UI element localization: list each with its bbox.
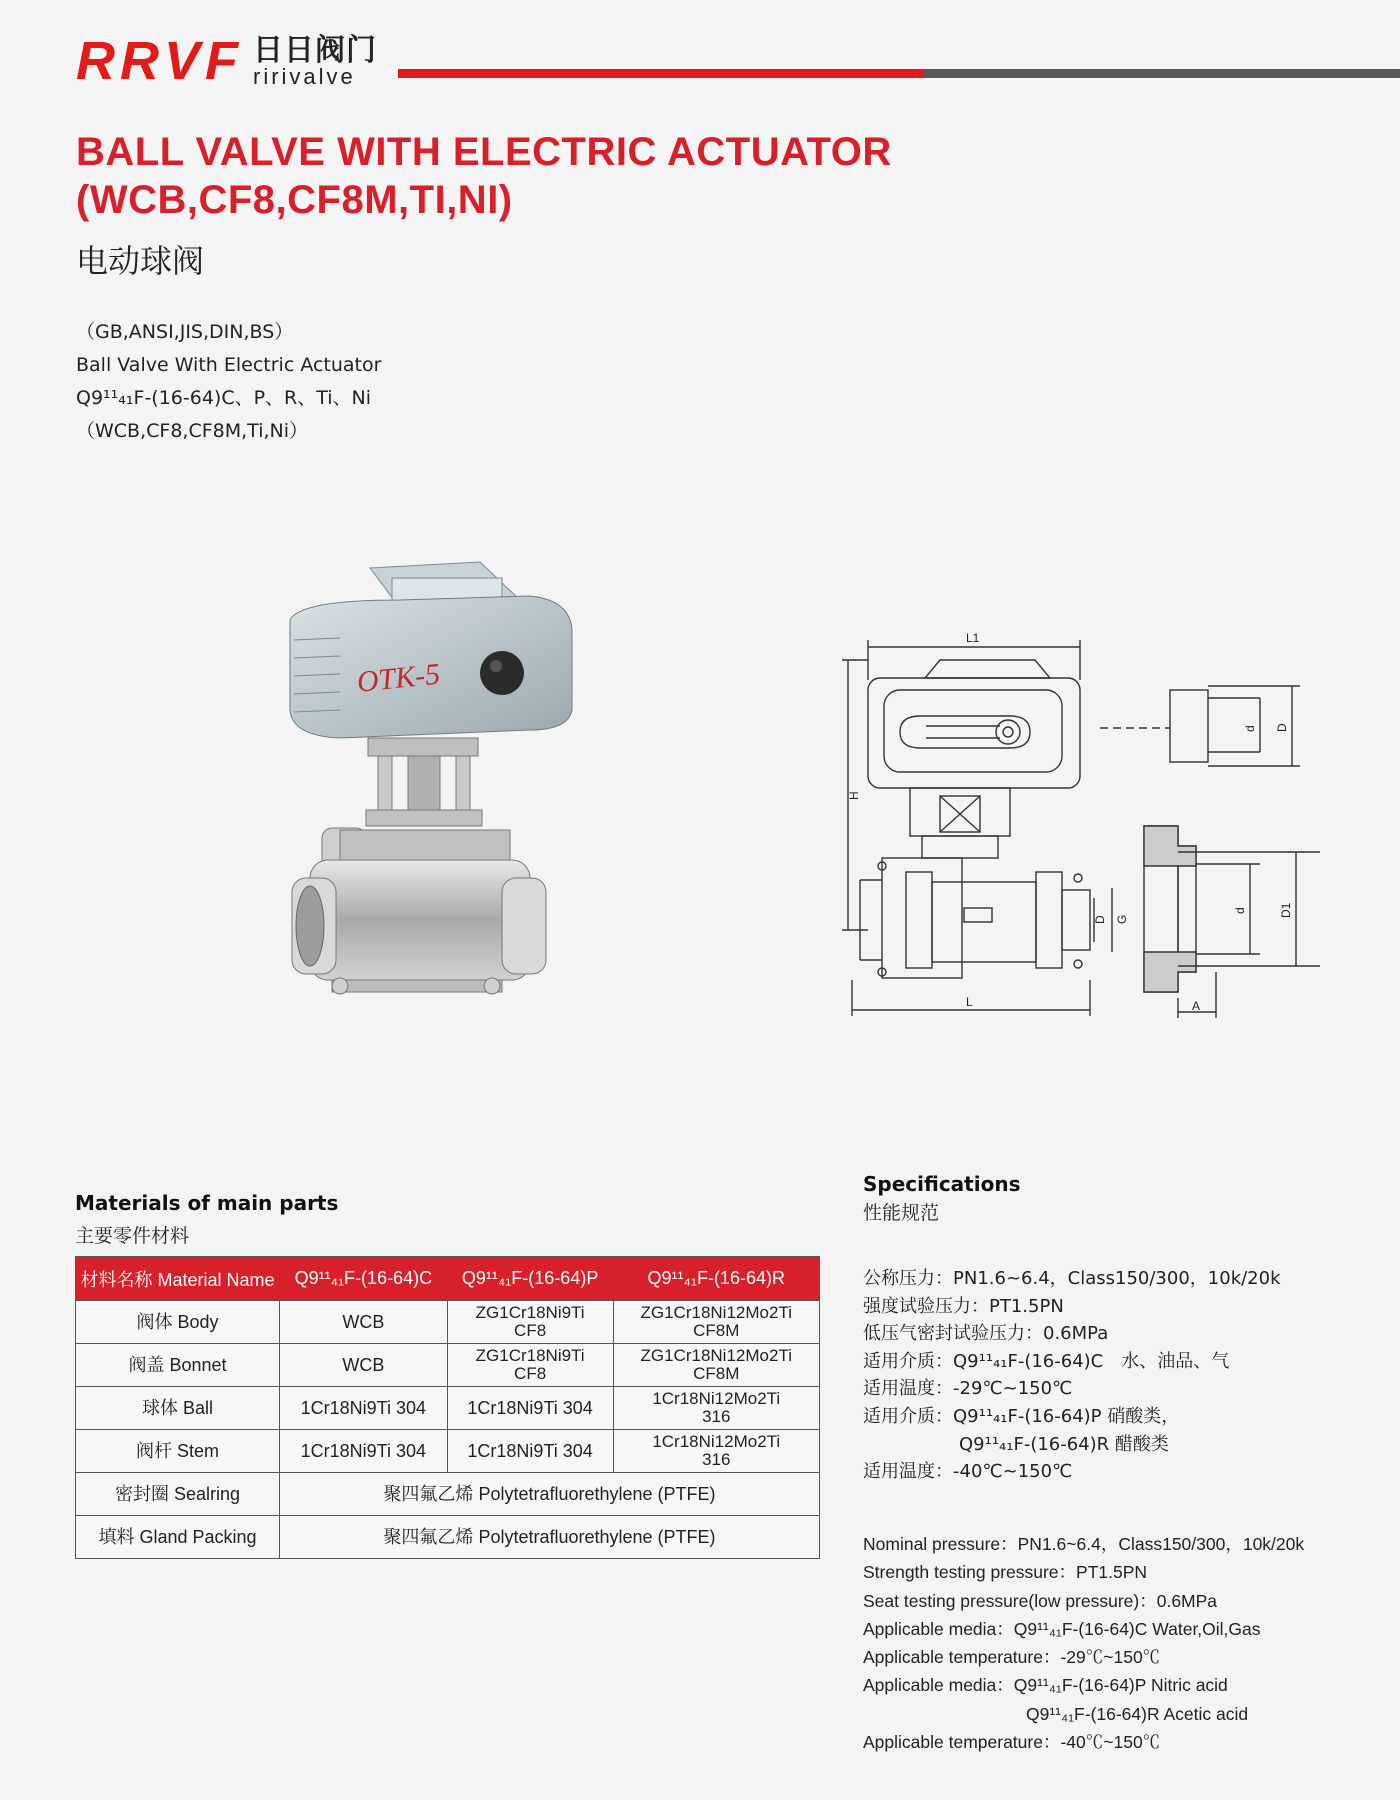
dim-label-l: L	[966, 995, 973, 1009]
page-title-cn: 电动球阀	[76, 242, 205, 280]
brand-name-en: ririvalve	[253, 64, 356, 89]
materials-heading-cn: 主要零件材料	[75, 1225, 190, 1247]
table-cell: WCB	[279, 1344, 447, 1387]
table-cell: ZG1Cr18Ni12Mo2Ti CF8M	[613, 1301, 820, 1344]
spec-line: Seat testing pressure(low pressure)：0.6MPa	[863, 1590, 1218, 1611]
table-cell: 1Cr18Ni12Mo2Ti 316	[613, 1430, 820, 1473]
spec-line: Nominal pressure：PN1.6~6.4，Class150/300，10k/20k	[863, 1534, 1305, 1554]
table-cell: 阀盖 Bonnet	[76, 1344, 280, 1387]
table-row	[76, 1473, 820, 1516]
spec-line: Applicable media：Q9¹¹₄₁F-(16-64)P Nitric acid	[863, 1675, 1228, 1696]
spec-line: Strength testing pressure：PT1.5PN	[863, 1562, 1148, 1583]
table-header: Q9¹¹₄₁F-(16-64)C	[279, 1257, 447, 1301]
dim-label-l1: L1	[966, 631, 980, 645]
spec-line: 适用温度：-29℃~150℃	[863, 1378, 1073, 1400]
table-cell: ZG1Cr18Ni9Ti CF8	[447, 1301, 613, 1344]
table-cell: 1Cr18Ni9Ti 304	[447, 1387, 613, 1430]
logo-mark: RRVF	[76, 31, 243, 91]
materials-heading-en: Materials of main parts	[75, 1191, 339, 1215]
dim-label-socket-big-d: D	[1275, 723, 1289, 732]
table-cell: 球体 Ball	[76, 1387, 280, 1430]
specs-heading-cn: 性能规范	[863, 1202, 940, 1224]
table-cell: ZG1Cr18Ni12Mo2Ti CF8M	[613, 1344, 820, 1387]
specs-heading	[863, 1172, 1020, 1225]
table-header: Q9¹¹₄₁F-(16-64)P	[447, 1257, 613, 1301]
dim-label-h: H	[847, 791, 861, 800]
spec-line: Applicable temperature：-29℃~150℃	[863, 1647, 1161, 1668]
dim-label-body-d: D	[1093, 915, 1107, 924]
dim-label-a: A	[1192, 999, 1201, 1013]
table-row	[76, 1387, 820, 1430]
standards-text: （GB,ANSI,JIS,DIN,BS）	[76, 321, 294, 343]
page-title	[76, 128, 892, 224]
materials-text: （WCB,CF8,CF8M,Ti,Ni）	[76, 420, 308, 442]
table-cell: 1Cr18Ni9Ti 304	[279, 1430, 447, 1473]
title-line-2: (WCB,CF8,CF8M,TI,NI)	[76, 178, 513, 222]
spec-line: 低压气密封试验压力：0.6MPa	[863, 1323, 1109, 1345]
spec-line: Applicable temperature：-40℃~150℃	[863, 1732, 1161, 1753]
spec-line: Q9¹¹₄₁F-(16-64)R Acetic acid	[1026, 1703, 1249, 1724]
table-cell: 1Cr18Ni9Ti 304	[447, 1430, 613, 1473]
specs-cn-list	[863, 1265, 1281, 1486]
table-header: Q9¹¹₄₁F-(16-64)R	[613, 1257, 820, 1301]
dim-label-d1: D1	[1279, 902, 1293, 918]
table-row	[76, 1430, 820, 1473]
spec-line: 公称压力：PN1.6~6.4，Class150/300，10k/20k	[863, 1268, 1281, 1289]
table-cell: 密封圈 Sealring	[76, 1473, 280, 1516]
spec-line: Q9¹¹₄₁F-(16-64)R 醋酸类	[959, 1433, 1169, 1455]
dim-label-g: G	[1115, 914, 1129, 924]
spec-line: 适用温度：-40℃~150℃	[863, 1461, 1073, 1483]
dim-label-flange-d: d	[1233, 907, 1247, 914]
product-text: Ball Valve With Electric Actuator	[76, 354, 382, 376]
dimension-drawing	[840, 620, 1340, 1020]
actuator-label: OTK-5	[355, 657, 442, 699]
table-header-row	[76, 1257, 820, 1301]
title-line-1: BALL VALVE WITH ELECTRIC ACTUATOR	[76, 130, 892, 174]
brand-name-cn: 日日阀门	[253, 33, 377, 68]
table-cell: 1Cr18Ni12Mo2Ti 316	[613, 1387, 820, 1430]
table-cell: 聚四氟乙烯 Polytetrafluorethylene (PTFE)	[279, 1516, 819, 1559]
table-row	[76, 1301, 820, 1344]
brand-logo	[76, 31, 377, 91]
header-bar-red	[398, 69, 924, 78]
dim-label-socket-d: d	[1243, 725, 1257, 732]
table-cell: ZG1Cr18Ni9Ti CF8	[447, 1344, 613, 1387]
table-header: 材料名称 Material Name	[76, 1257, 280, 1301]
table-cell: 1Cr18Ni9Ti 304	[279, 1387, 447, 1430]
table-cell: 填料 Gland Packing	[76, 1516, 280, 1559]
table-cell: WCB	[279, 1301, 447, 1344]
spec-line: 适用介质：Q9¹¹₄₁F-(16-64)P 硝酸类，	[863, 1405, 1180, 1427]
spec-line: 强度试验压力：PT1.5PN	[863, 1295, 1064, 1317]
header-bar-gray	[924, 69, 1400, 78]
specs-en-list	[863, 1530, 1304, 1756]
product-photo	[280, 560, 600, 1010]
logo-text	[253, 33, 377, 89]
specs-heading-en: Specifications	[863, 1172, 1021, 1196]
product-meta	[76, 316, 381, 448]
materials-table	[75, 1256, 820, 1559]
table-cell: 阀杆 Stem	[76, 1430, 280, 1473]
table-row	[76, 1344, 820, 1387]
materials-heading	[75, 1191, 338, 1248]
table-row	[76, 1516, 820, 1559]
spec-line: Applicable media：Q9¹¹₄₁F-(16-64)C Water,Oil,Gas	[863, 1618, 1261, 1639]
table-cell: 聚四氟乙烯 Polytetrafluorethylene (PTFE)	[279, 1473, 819, 1516]
table-cell: 阀体 Body	[76, 1301, 280, 1344]
spec-line: 适用介质：Q9¹¹₄₁F-(16-64)C 水、油品、气	[863, 1350, 1230, 1372]
model-text: Q9¹¹₄₁F-(16-64)C、P、R、Ti、Ni	[76, 387, 372, 409]
